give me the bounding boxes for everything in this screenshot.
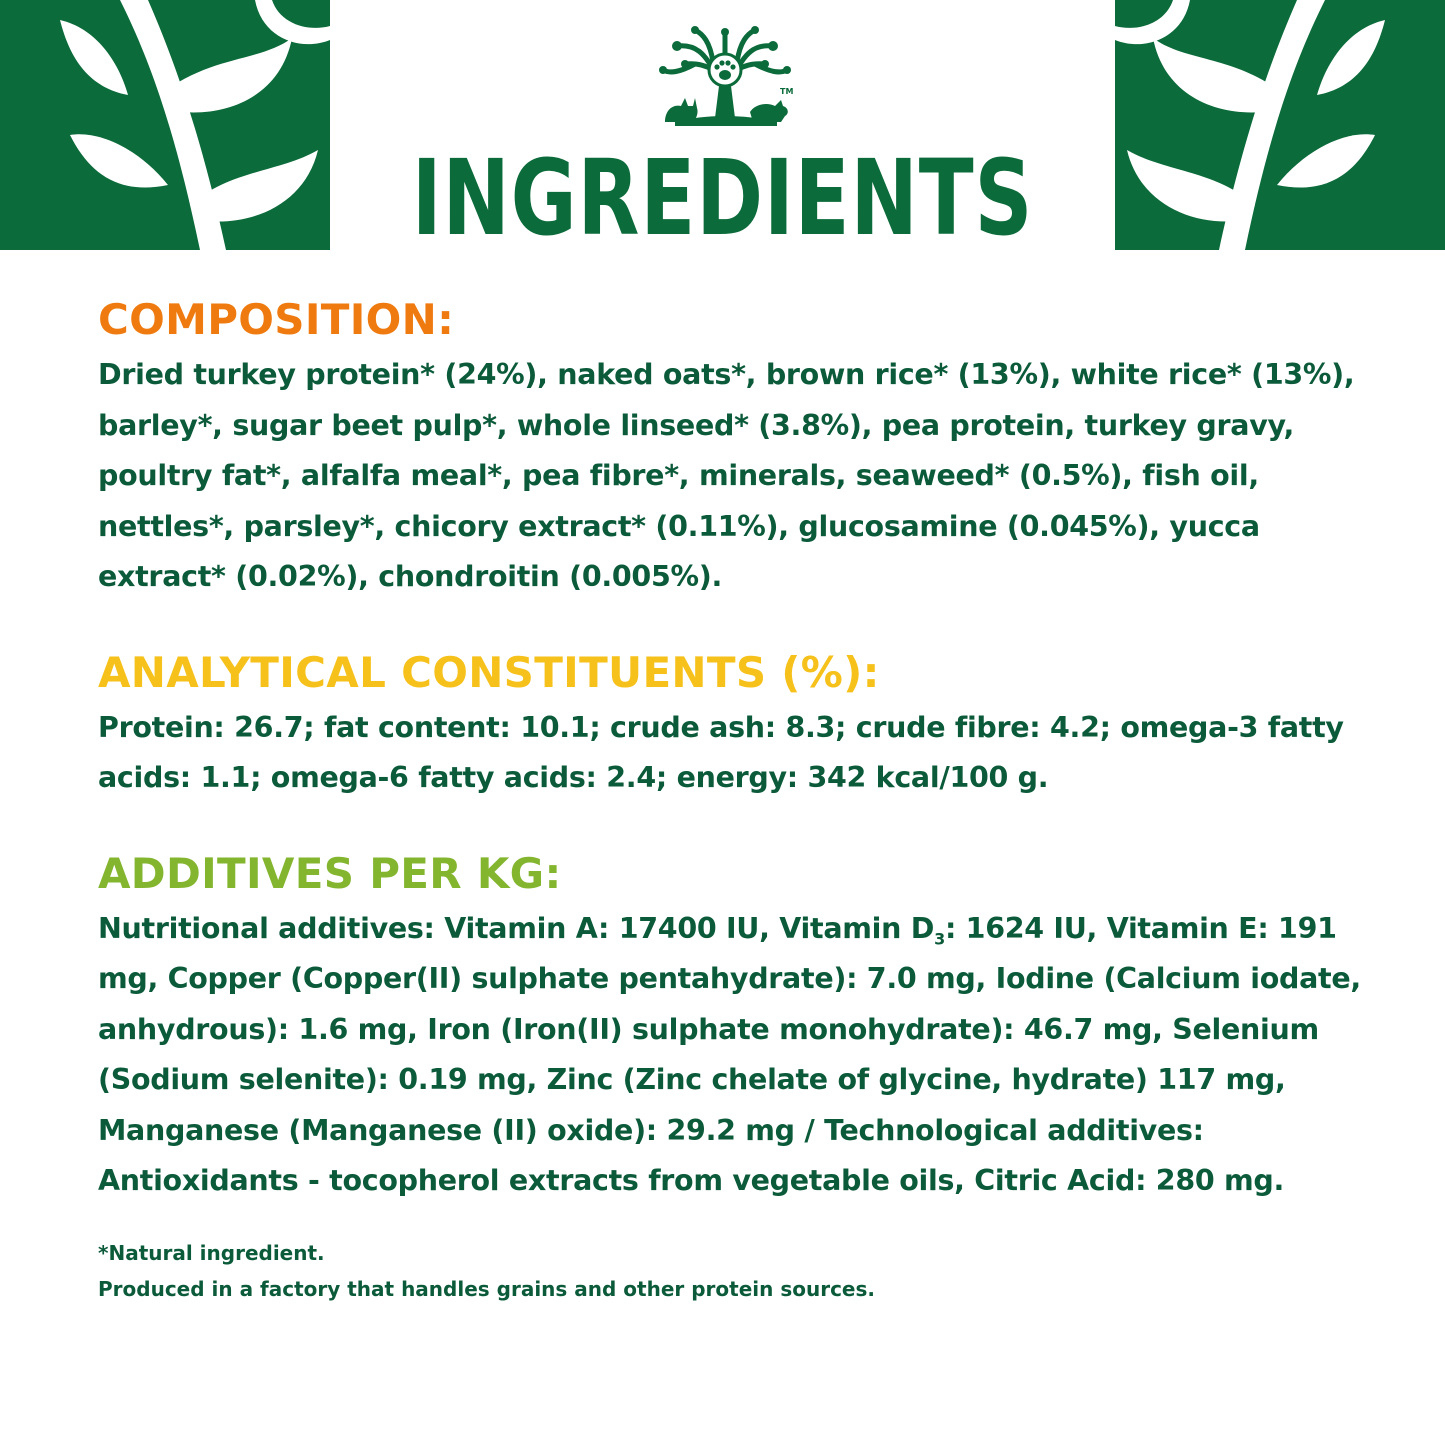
composition-heading: COMPOSITION: [98,295,455,344]
footnotes [98,1235,1388,1307]
trademark-label: TM [780,87,794,96]
footnote-natural-ingredient: *Natural ingredient. [98,1240,325,1265]
analytical-constituents-heading: ANALYTICAL CONSTITUENTS (%): [98,647,880,697]
analytical-constituents-text: Protein: 26.7; fat content: 10.1; crude ash: 8.3; crude fibre: 4.2; omega-3 fatty acids: 1.1; omega-6 fatty acids: 2.4; energy: 342 kcal/100 g. [98,710,1344,794]
footnote-factory-notice: Produced in a factory that handles grains and other protein sources. [98,1276,875,1301]
additives-text-part-2: : 1624 IU, Vitamin E: 191 mg, Copper (Copper(II) sulphate pentahydrate): 7.0 mg, Iodine (Calcium iodate, anhydrous): 1.6 mg, Iron (Iron(II) sulphate monohydrate): 46.7 mg, Selenium (Sodium selenite): 0.19 mg, Zinc (Zinc chelate of glycine, hydrate) 117 mg, Manganese (Manganese (II) oxide): 29.2 mg / Technological additives: Antioxidants - tocopherol extracts from vegetable oils, Citric Acid: 280 mg. [98,911,1361,1197]
composition-text: Dried turkey protein* (24%), naked oats*, brown rice* (13%), white rice* (13%), barley*, sugar beet pulp*, whole linseed* (3.8%), pea protein, turkey gravy, poultry fat*, alfalfa meal*, pea fibre*, minerals, seaweed* (0.5%), fish oil, nettles*, parsley*, chicory extract* (0.11%), glucosamine (0.045%), yucca extract* (0.02%), chondroitin (0.005%). [98,358,1355,593]
additives-text-part-1: Nutritional additives: Vitamin A: 17400 IU, Vitamin D [98,911,935,945]
additives-heading: ADDITIVES PER KG: [98,848,562,898]
additives-text [98,904,1388,1207]
tree-paw-logo-icon [655,22,795,132]
ingredients-content [98,290,1388,1307]
vitamin-d-subscript: 3 [934,929,945,949]
page-title: INGREDIENTS [411,137,1034,259]
brand-logo [655,22,795,132]
